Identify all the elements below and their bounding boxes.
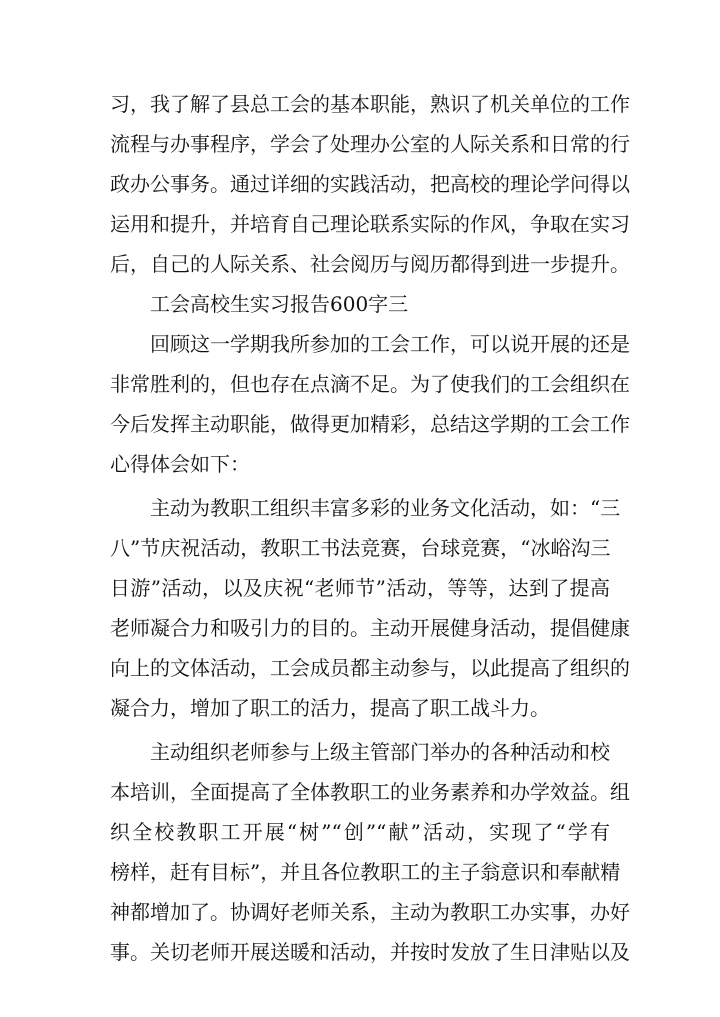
paragraph-line: 日游”活动，以及庆祝“老师节”活动，等等，达到了提高 xyxy=(110,576,610,600)
paragraph-line: 后，自己的人际关系、社会阅历与阅历都得到进一步提升。 xyxy=(110,252,630,276)
paragraph-line: 榜样，赶有目标”，并且各位教职工的主子翁意识和奉献精 xyxy=(110,860,621,884)
paragraph-line: 回顾这一学期我所参加的工会工作，可以说开展的还是 xyxy=(150,332,630,356)
paragraph-line: 老师凝合力和吸引力的目的。主动开展健身活动，提倡健康 xyxy=(110,616,630,640)
paragraph-line: 流程与办事程序，学会了处理办公室的人际关系和日常的行 xyxy=(110,132,630,156)
paragraph-line: 政办公事务。通过详细的实践活动，把高校的理论学问得以 xyxy=(110,172,630,196)
paragraph-line: 向上的文体活动，工会成员都主动参与，以此提高了组织的 xyxy=(110,656,630,680)
paragraph-line: 主动组织老师参与上级主管部门举办的各种活动和校 xyxy=(150,740,610,764)
paragraph-line: 凝合力，增加了职工的活力，提高了职工战斗力。 xyxy=(110,696,550,720)
paragraph-line: 主动为教职工组织丰富多彩的业务文化活动，如：“三 xyxy=(150,496,621,520)
section-heading: 工会高校生实习报告600字三 xyxy=(150,292,409,316)
paragraph-line: 八”节庆祝活动，教职工书法竞赛，台球竞赛，“冰峪沟三 xyxy=(110,536,611,560)
paragraph-line: 织全校教职工开展“树”“创”“献”活动，实现了“学有 xyxy=(110,820,610,844)
paragraph-line: 今后发挥主动职能，做得更加精彩，总结这学期的工会工作 xyxy=(110,412,630,436)
paragraph-line: 本培训，全面提高了全体教职工的业务素养和办学效益。组 xyxy=(110,780,630,804)
paragraph-line: 非常胜利的，但也存在点滴不足。为了使我们的工会组织在 xyxy=(110,372,630,396)
paragraph-line: 运用和提升，并培育自己理论联系实际的作风，争取在实习 xyxy=(110,212,630,236)
paragraph-line: 心得体会如下： xyxy=(110,452,250,476)
paragraph-line: 神都增加了。协调好老师关系，主动为教职工办实事，办好 xyxy=(110,900,630,924)
paragraph-line: 事。关切老师开展送暖和活动，并按时发放了生日津贴以及 xyxy=(110,940,630,964)
paragraph-line: 习，我了解了县总工会的基本职能，熟识了机关单位的工作 xyxy=(110,92,630,116)
